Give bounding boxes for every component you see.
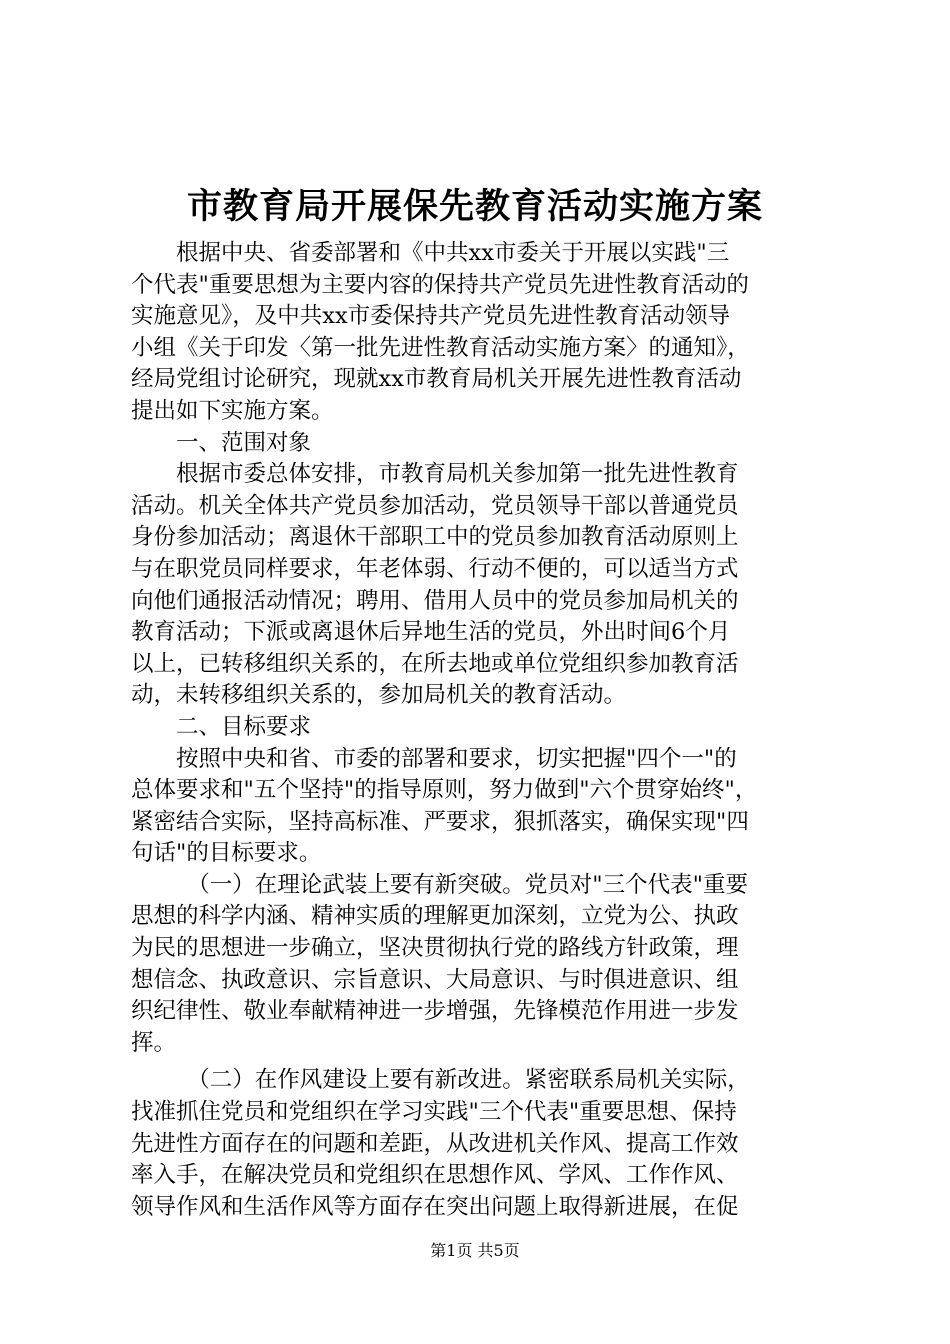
paragraph-intro: 根据中央、省委部署和《中共xx市委关于开展以实践"三 个代表"重要思想为主要内容的保持共产党员先进性教育活动的 实施意见》，及中共xx市委保持共产党员先进性教育活动领导 小组《关于印发〈第一批先进性教育活动实施方案〉的通知》， 经局党组讨论研究，现就xx市教育局机关开展先进性教育活动 提出如下实施方案。 — [131, 240, 750, 424]
paragraph-goal-2: （二）在作风建设上要有新改进。紧密联系局机关实际， 找准抓住党员和党组织在学习实践"三个代表"重要思想、保持 先进性方面存在的问题和差距，从改进机关作风、提高工作效 率入手，在解决党员和党组织在思想作风、学风、工作作风、 领导作风和生活作风等方面存在突出问题上取得新进展，在促 — [131, 1067, 750, 1220]
page-title: 市教育局开展保先教育活动实施方案 — [186, 186, 763, 227]
page-number: 第1页 共5页 — [430, 1241, 520, 1260]
section-heading-goals: 二、目标要求 — [176, 713, 312, 740]
paragraph-goal-1: （一）在理论武装上要有新突破。党员对"三个代表"重要 思想的科学内涵、精神实质的理解更加深刻，立党为公、执政 为民的思想进一步确立，坚决贯彻执行党的路线方针政策，理 想信念、执政意识、宗旨意识、大局意识、与时俱进意识、组 织纪律性、敬业奉献精神进一步增强，先锋模范作用进一步发 挥。 — [131, 871, 748, 1056]
paragraph-goals: 按照中央和省、市委的部署和要求，切实把握"四个一"的 总体要求和"五个坚持"的指导原则，努力做到"六个贯穿始终"， 紧密结合实际，坚持高标准、严要求，狠抓落实，确保实现"四 句话"的目标要求。 — [131, 745, 758, 867]
section-heading-scope: 一、范围对象 — [176, 429, 312, 456]
paragraph-scope: 根据市委总体安排，市教育局机关参加第一批先进性教育 活动。机关全体共产党员参加活动，党员领导干部以普通党员 身份参加活动；离退休干部职工中的党员参加教育活动原则上 与在职党员同样要求，年老体弱、行动不便的，可以适当方式 向他们通报活动情况；聘用、借用人员中的党员参加局机关的 教育活动；下派或离退休后异地生活的党员，外出时间6个月 以上，已转移组织关系的，在所去地或单位党组织参加教育活 动，未转移组织关系的，参加局机关的教育活动。 — [131, 461, 739, 709]
document-body — [131, 238, 829, 1223]
